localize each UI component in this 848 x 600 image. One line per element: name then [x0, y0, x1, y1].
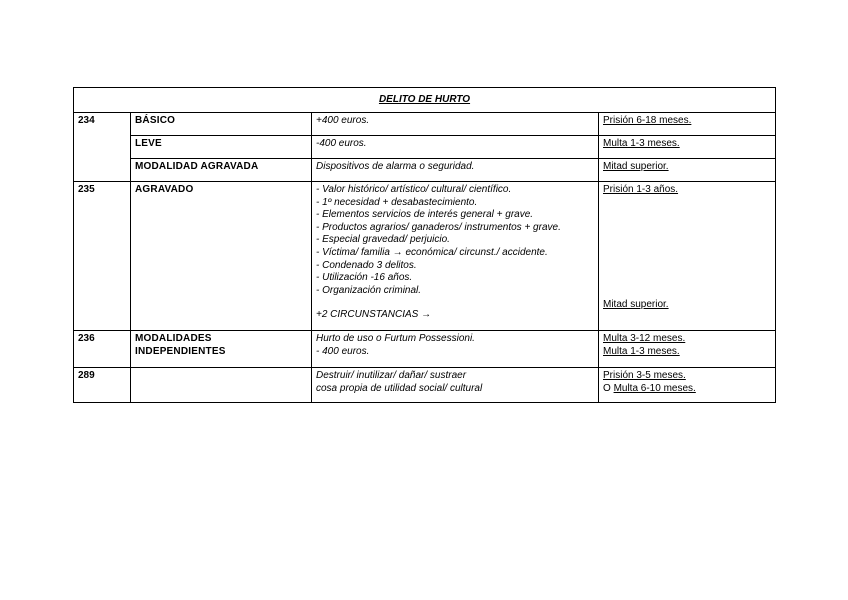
description-agravada: Dispositivos de alarma o seguridad.: [312, 159, 599, 182]
list-item: - 1º necesidad + desabastecimiento.: [316, 196, 478, 208]
description-line: cosa propia de utilidad social/ cultural: [316, 382, 483, 394]
circunstancias-text: +2 CIRCUNSTANCIAS →: [316, 309, 432, 321]
description-destruir: [312, 368, 599, 403]
table-row: [74, 136, 776, 159]
modality-independientes: [131, 331, 312, 368]
list-item: - Productos agrarios/ ganaderos/ instrumentos + grave.: [316, 221, 561, 233]
table-row: [74, 159, 776, 182]
table-title: DELITO DE HURTO: [378, 93, 471, 105]
modality-line: MODALIDADES: [135, 333, 212, 344]
table-row: [74, 182, 776, 331]
article-289: 289: [74, 368, 131, 403]
list-item: - Condenado 3 delitos.: [316, 259, 417, 271]
modality-empty: [131, 368, 312, 403]
title-cell: [74, 88, 776, 113]
modality-basico: BÁSICO: [131, 113, 312, 136]
penalty-independientes-1: Multa 3-12 meses.: [603, 333, 686, 344]
penalty-circunstancias: Mitad superior.: [603, 298, 669, 310]
list-item: - Víctima/ familia → económica/ circunst./ accidente.: [316, 246, 548, 258]
penalty-destruir-2: Multa 6-10 meses.: [613, 382, 696, 394]
table-row: [74, 331, 776, 368]
list-item: - Especial gravedad/ perjuicio.: [316, 234, 450, 246]
penalty-agravada: Mitad superior.: [603, 161, 669, 172]
list-item: - Valor histórico/ artístico/ cultural/ científico.: [316, 184, 512, 195]
penalty-leve: Multa 1-3 meses.: [603, 138, 680, 149]
description-line: Destruir/ inutilizar/ dañar/ sustraer: [316, 370, 467, 381]
penalty-destruir-1: Prisión 3-5 meses.: [603, 370, 686, 381]
modality-leve: LEVE: [131, 136, 312, 159]
description-independientes: [312, 331, 599, 368]
penalty-cell-independientes: [599, 331, 776, 368]
table-row: [74, 113, 776, 136]
list-item: - Organización criminal.: [316, 284, 422, 296]
article-empty: [74, 136, 131, 159]
penalty-independientes-2: Multa 1-3 meses.: [603, 345, 680, 357]
description-basico: +400 euros.: [312, 113, 599, 136]
spacer: [316, 297, 594, 309]
penalty-cell-leve: [599, 136, 776, 159]
description-line: - 400 euros.: [316, 345, 370, 357]
table-row: [74, 368, 776, 403]
title-row: [74, 88, 776, 113]
penalty-cell-basico: [599, 113, 776, 136]
list-item: - Utilización -16 años.: [316, 272, 413, 284]
penalty-agravado: Prisión 1-3 años.: [603, 184, 679, 195]
description-line: Hurto de uso o Furtum Possessioni.: [316, 333, 475, 344]
penalty-cell-destruir: [599, 368, 776, 403]
article-empty: [74, 159, 131, 182]
article-234: 234: [74, 113, 131, 136]
penalty-basico: Prisión 6-18 meses.: [603, 115, 692, 126]
penalty-prefix: O: [603, 382, 611, 394]
penalty-cell-agravada: [599, 159, 776, 182]
modality-line: INDEPENDIENTES: [135, 345, 226, 357]
description-leve: -400 euros.: [312, 136, 599, 159]
article-236: 236: [74, 331, 131, 368]
list-item: - Elementos servicios de interés general + grave.: [316, 209, 534, 221]
delito-table: [73, 87, 776, 403]
description-agravado: [312, 182, 599, 331]
modality-agravada: MODALIDAD AGRAVADA: [131, 159, 312, 182]
modality-agravado: AGRAVADO: [131, 182, 312, 331]
penalty-cell-agravado: [599, 182, 776, 331]
article-235: 235: [74, 182, 131, 331]
